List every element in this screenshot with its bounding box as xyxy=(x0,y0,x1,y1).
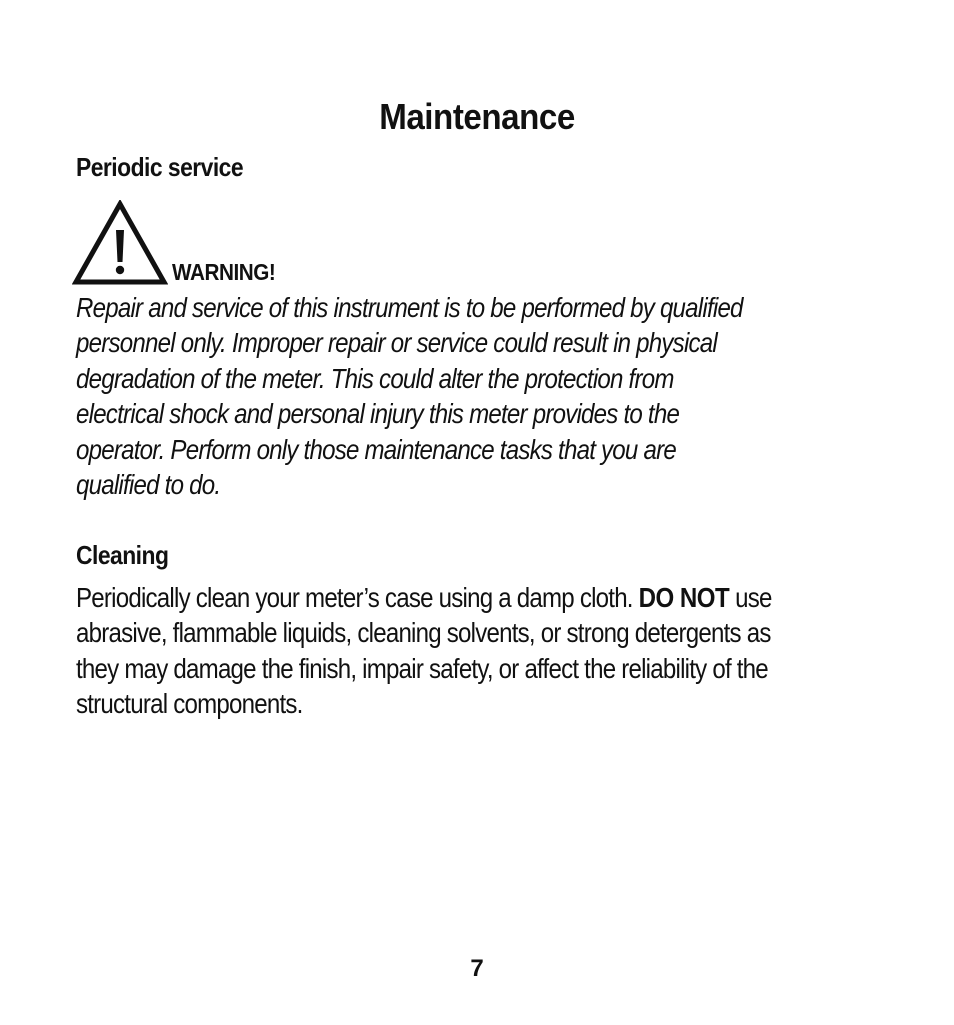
warning-line: operator. Perform only those maintenance tasks that you are xyxy=(76,433,676,465)
warning-line: electrical shock and personal injury this meter provides to the xyxy=(76,398,680,430)
page-title: Maintenance xyxy=(379,96,575,138)
warning-triangle-icon xyxy=(72,200,168,286)
page-number: 7 xyxy=(470,955,484,982)
periodic-service-heading: Periodic service xyxy=(76,152,244,182)
warning-line: qualified to do. xyxy=(76,469,221,501)
cleaning-line: they may damage the finish, impair safety, or affect the reliability of the xyxy=(76,652,768,684)
cleaning-heading: Cleaning xyxy=(76,540,169,570)
warning-paragraph xyxy=(76,290,764,502)
cleaning-line xyxy=(76,580,846,615)
warning-label: WARNING! xyxy=(172,259,276,285)
warning-line: personnel only. Improper repair or service could result in physical xyxy=(76,327,717,359)
warning-line: degradation of the meter. This could alter the protection from xyxy=(76,362,674,394)
cleaning-paragraph xyxy=(76,580,846,722)
cleaning-line: structural components. xyxy=(76,688,303,720)
warning-line: Repair and service of this instrument is to be performed by qualified xyxy=(76,292,743,323)
cleaning-line-text: use xyxy=(735,582,772,613)
do-not-emphasis: DO NOT xyxy=(638,582,730,613)
cleaning-line-text: Periodically clean your meter’s case using a damp cloth. xyxy=(76,582,633,613)
cleaning-line: abrasive, flammable liquids, cleaning solvents, or strong detergents as xyxy=(76,617,771,649)
